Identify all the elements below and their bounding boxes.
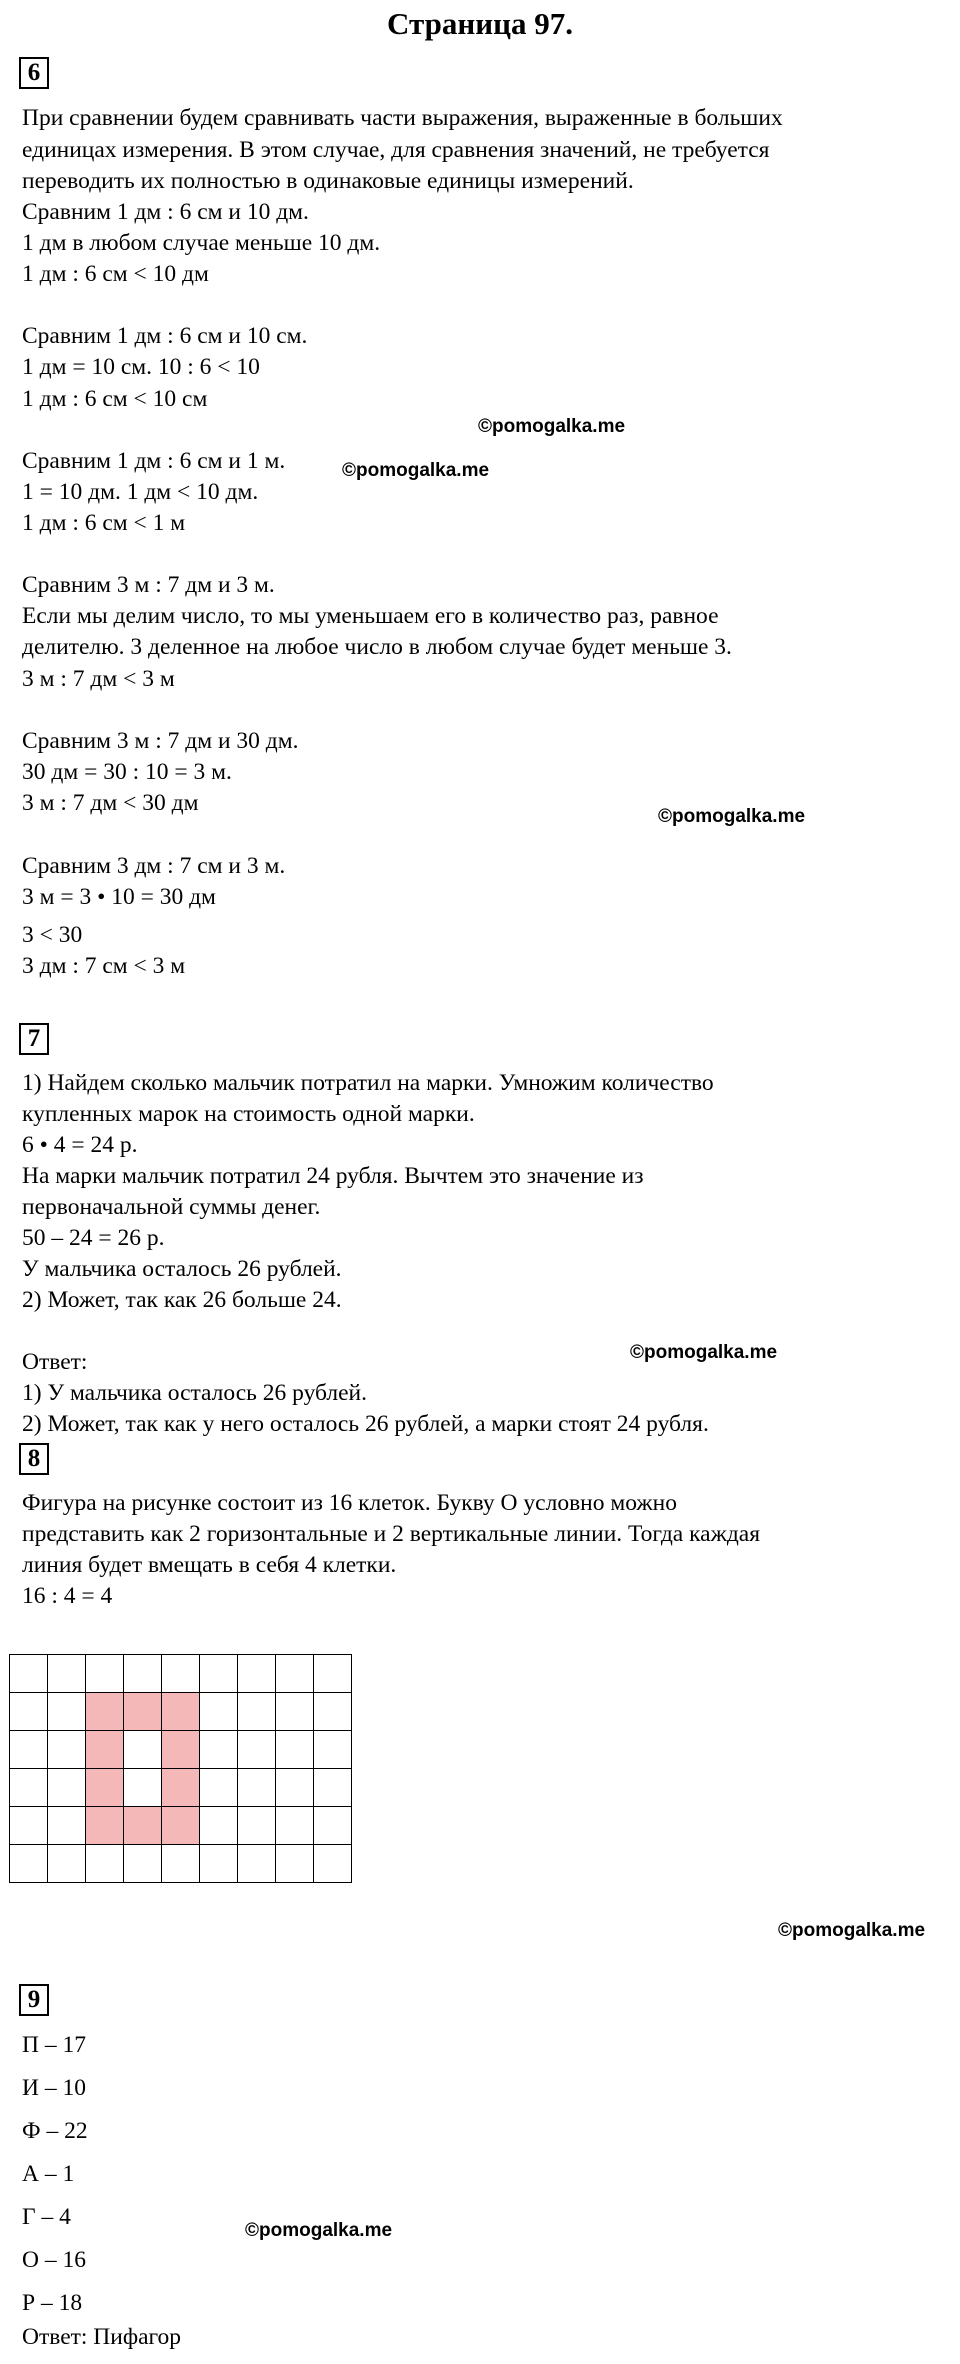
task7-line: 6 • 4 = 24 р. <box>22 1132 138 1158</box>
task6-line: 3 < 30 <box>22 922 83 948</box>
grid-cell <box>199 1654 238 1693</box>
task6-line: 1 дм : 6 см < 10 дм <box>22 261 209 287</box>
grid-cell <box>47 1768 86 1807</box>
grid-cell <box>313 1768 352 1807</box>
grid-cell <box>199 1730 238 1769</box>
grid-cell <box>123 1844 162 1883</box>
filled-cell <box>161 1768 200 1807</box>
task6-line: 3 м = 3 • 10 = 30 дм <box>22 884 216 910</box>
grid-cell <box>275 1768 314 1807</box>
grid-cell <box>161 1844 200 1883</box>
filled-cell <box>161 1806 200 1845</box>
task6-line: 1 дм : 6 см < 1 м <box>22 510 186 536</box>
grid-cell <box>199 1806 238 1845</box>
filled-cell <box>123 1692 162 1731</box>
filled-cell <box>85 1730 124 1769</box>
watermark: ©pomogalka.me <box>778 1920 926 1941</box>
task8-line: Фигура на рисунке состоит из 16 клеток. Букву О условно можно <box>22 1490 677 1516</box>
task8-line: представить как 2 горизонтальные и 2 вертикальные линии. Тогда каждая <box>22 1521 761 1547</box>
grid-cell <box>47 1844 86 1883</box>
task6-line: 1 дм : 6 см < 10 см <box>22 386 208 412</box>
watermark: ©pomogalka.me <box>245 2220 393 2241</box>
grid-cell <box>85 1844 124 1883</box>
task6-line: Сравним 1 дм : 6 см и 10 см. <box>22 323 308 349</box>
grid-cell <box>237 1806 276 1845</box>
grid-cell <box>47 1654 86 1693</box>
grid-cell <box>313 1844 352 1883</box>
task6-line: Сравним 3 м : 7 дм и 30 дм. <box>22 728 299 754</box>
task-number-6: 6 <box>19 57 49 89</box>
filled-cell <box>161 1692 200 1731</box>
task6-line: переводить их полностью в одинаковые единицы измерений. <box>22 168 634 194</box>
task6-line: 1 дм в любом случае меньше 10 дм. <box>22 230 381 256</box>
task6-line: При сравнении будем сравнивать части выражения, выраженные в больших <box>22 105 783 131</box>
grid-cell <box>313 1730 352 1769</box>
grid-cell <box>161 1654 200 1693</box>
grid-cell <box>237 1692 276 1731</box>
task9-line: Р – 18 <box>22 2290 83 2316</box>
task7-line: 1) У мальчика осталось 26 рублей. <box>22 1380 368 1406</box>
task6-line: 1 дм = 10 см. 10 : 6 < 10 <box>22 354 260 380</box>
task9-line: А – 1 <box>22 2161 75 2187</box>
task7-line: У мальчика осталось 26 рублей. <box>22 1256 342 1282</box>
grid-cell <box>275 1844 314 1883</box>
task6-line: Сравним 1 дм : 6 см и 10 дм. <box>22 199 309 225</box>
task6-line: Сравним 3 дм : 7 см и 3 м. <box>22 853 286 879</box>
task7-line: 2) Может, так как 26 больше 24. <box>22 1287 342 1313</box>
watermark: ©pomogalka.me <box>342 460 490 481</box>
page-title: Страница 97. <box>387 6 573 41</box>
task6-line: 3 м : 7 дм < 3 м <box>22 666 175 692</box>
watermark: ©pomogalka.me <box>658 806 806 827</box>
filled-cell <box>85 1806 124 1845</box>
grid-cell <box>9 1806 48 1845</box>
task6-line: Сравним 3 м : 7 дм и 3 м. <box>22 572 275 598</box>
grid-cell <box>9 1768 48 1807</box>
task7-line: 1) Найдем сколько мальчик потратил на марки. Умножим количество <box>22 1070 714 1096</box>
task6-line: 1 = 10 дм. 1 дм < 10 дм. <box>22 479 259 505</box>
task9-answer: Ответ: Пифагор <box>22 2324 182 2350</box>
grid-cell <box>199 1692 238 1731</box>
grid-cell <box>9 1844 48 1883</box>
task7-line: 2) Может, так как у него осталось 26 рублей, а марки стоят 24 рубля. <box>22 1411 709 1437</box>
filled-cell <box>85 1692 124 1731</box>
grid-cell <box>313 1806 352 1845</box>
grid-cell <box>9 1730 48 1769</box>
task6-line: Сравним 1 дм : 6 см и 1 м. <box>22 448 286 474</box>
task-number-9: 9 <box>19 1984 49 2016</box>
grid-cell <box>237 1768 276 1807</box>
filled-cell <box>123 1806 162 1845</box>
task-number-8: 8 <box>19 1443 49 1475</box>
filled-cell <box>85 1768 124 1807</box>
task9-line: Ф – 22 <box>22 2118 88 2144</box>
task7-line: купленных марок на стоимость одной марки. <box>22 1101 475 1127</box>
grid-cell <box>237 1654 276 1693</box>
task9-line: И – 10 <box>22 2075 86 2101</box>
letter-o-grid <box>9 1654 352 1883</box>
grid-cell <box>85 1654 124 1693</box>
watermark: ©pomogalka.me <box>478 416 626 437</box>
grid-cell <box>275 1692 314 1731</box>
grid-cell <box>313 1692 352 1731</box>
task8-line: линия будет вмещать в себя 4 клетки. <box>22 1552 397 1578</box>
filled-cell <box>161 1730 200 1769</box>
grid-cell <box>47 1730 86 1769</box>
grid-cell <box>123 1768 162 1807</box>
grid-cell <box>199 1768 238 1807</box>
grid-cell <box>275 1730 314 1769</box>
grid-cell <box>313 1654 352 1693</box>
task7-line: 50 – 24 = 26 р. <box>22 1225 165 1251</box>
task6-line: делителю. 3 деленное на любое число в любом случае будет меньше 3. <box>22 634 732 660</box>
grid-cell <box>9 1692 48 1731</box>
grid-cell <box>275 1654 314 1693</box>
grid-cell <box>123 1654 162 1693</box>
grid-cell <box>47 1806 86 1845</box>
task-number-7: 7 <box>19 1023 49 1055</box>
grid-cell <box>275 1806 314 1845</box>
task7-line: Ответ: <box>22 1349 88 1375</box>
grid-cell <box>123 1730 162 1769</box>
task6-line: 30 дм = 30 : 10 = 3 м. <box>22 759 232 785</box>
grid-cell <box>199 1844 238 1883</box>
task9-line: П – 17 <box>22 2032 86 2058</box>
task6-line: единицах измерения. В этом случае, для сравнения значений, не требуется <box>22 137 770 163</box>
task7-line: На марки мальчик потратил 24 рубля. Вычтем это значение из <box>22 1163 644 1189</box>
task9-line: О – 16 <box>22 2247 86 2273</box>
task7-line: первоначальной суммы денег. <box>22 1194 321 1220</box>
grid-cell <box>237 1844 276 1883</box>
task8-line: 16 : 4 = 4 <box>22 1583 113 1609</box>
task9-line: Г – 4 <box>22 2204 71 2230</box>
task6-line: Если мы делим число, то мы уменьшаем его в количество раз, равное <box>22 603 719 629</box>
grid-cell <box>237 1730 276 1769</box>
grid-cell <box>9 1654 48 1693</box>
watermark: ©pomogalka.me <box>630 1342 778 1363</box>
task6-line: 3 м : 7 дм < 30 дм <box>22 790 199 816</box>
task6-line: 3 дм : 7 см < 3 м <box>22 953 186 979</box>
grid-cell <box>47 1692 86 1731</box>
